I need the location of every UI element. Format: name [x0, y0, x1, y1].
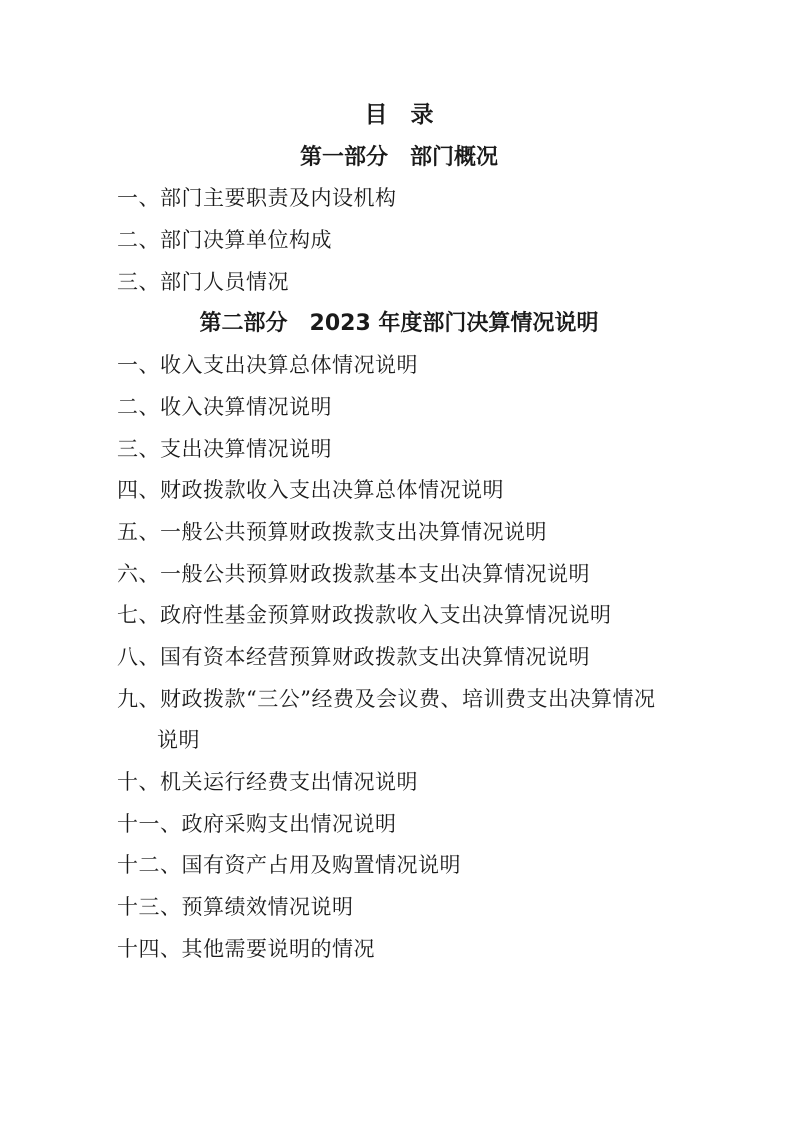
- toc-entry: 二、部门决算单位构成: [117, 228, 332, 253]
- toc-entry: 七、政府性基金预算财政拨款收入支出决算情况说明: [117, 603, 612, 628]
- toc-entry: 二、收入决算情况说明: [117, 394, 332, 419]
- toc-entry: 六、一般公共预算财政拨款基本支出决算情况说明: [117, 561, 590, 586]
- toc-entry: 十、机关运行经费支出情况说明: [117, 770, 418, 794]
- toc-entry: 十三、预算绩效情况说明: [117, 895, 354, 920]
- part1-heading: 第一部分 部门概况: [299, 144, 498, 170]
- toc-entry: 一、部门主要职责及内设机构: [117, 186, 397, 211]
- toc-entry: 十一、政府采购支出情况说明: [117, 811, 397, 836]
- toc-entry: 三、部门人员情况: [117, 269, 289, 294]
- toc-entry: 九、财政拨款“三公”经费及会议费、培训费支出决算情况: [117, 686, 656, 711]
- part2-heading: 第二部分 2023 年度部门决算情况说明: [199, 311, 599, 337]
- toc-entry: 十二、国有资产占用及购置情况说明: [117, 853, 461, 878]
- toc-entry: 五、一般公共预算财政拨款支出决算情况说明: [117, 519, 547, 544]
- toc-entry: 三、支出决算情况说明: [117, 436, 332, 461]
- toc-entry: 一、收入支出决算总体情况说明: [117, 353, 418, 378]
- toc-entry: 十四、其他需要说明的情况: [117, 936, 375, 961]
- toc-title: 目 录: [364, 102, 434, 128]
- toc-entry: 八、国有资本经营预算财政拨款支出决算情况说明: [117, 644, 590, 669]
- toc-entry: 四、财政拨款收入支出决算总体情况说明: [117, 478, 504, 503]
- toc-entry-continuation: 说明: [157, 728, 200, 753]
